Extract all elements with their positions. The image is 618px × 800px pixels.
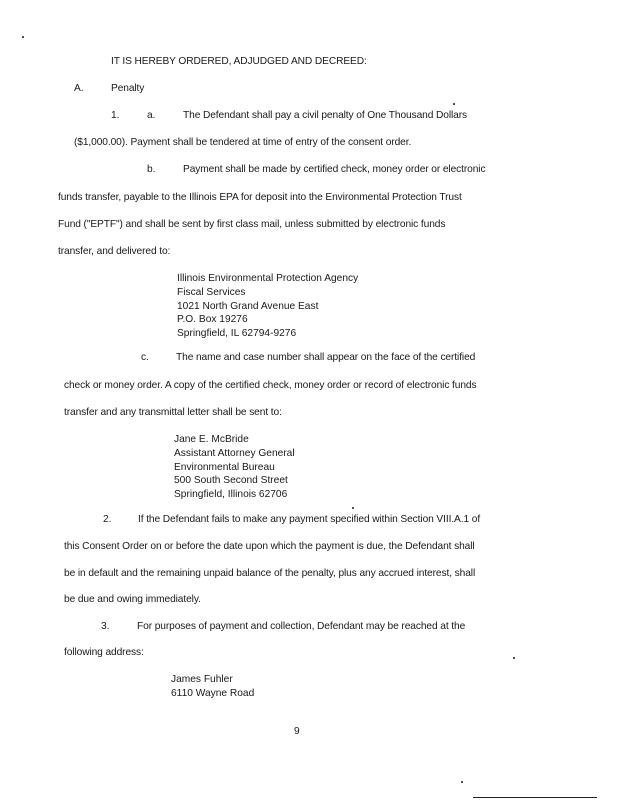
- scan-speck: [461, 781, 463, 783]
- defendant-address-block: [171, 673, 254, 701]
- para1-b-line2: funds transfer, payable to the Illinois EPA for deposit into the Environmental Protection Trust: [58, 192, 462, 203]
- ag-address-block: [174, 433, 295, 502]
- address-line: Illinois Environmental Protection Agency: [177, 273, 359, 284]
- para1-c-line3: transfer and any transmittal letter shall be sent to:: [64, 407, 282, 418]
- para1-c-label: c.: [141, 352, 149, 363]
- para2-line4: be due and owing immediately.: [64, 594, 201, 605]
- address-line: 1021 North Grand Avenue East: [177, 300, 319, 312]
- scan-speck: [352, 507, 354, 509]
- order-heading: IT IS HEREBY ORDERED, ADJUDGED AND DECREED:: [111, 56, 367, 67]
- para2-line2: this Consent Order on or before the date upon which the payment is due, the Defendant shall: [64, 541, 475, 552]
- address-line: Assistant Attorney General: [174, 447, 295, 459]
- para2-number: 2.: [103, 514, 112, 525]
- para1-number: 1.: [111, 110, 120, 121]
- section-title: Penalty: [111, 83, 145, 94]
- para3-line1: For purposes of payment and collection, Defendant may be reached at the: [137, 621, 466, 632]
- footer-rule: [473, 797, 597, 798]
- address-line: Jane E. McBride: [174, 434, 249, 445]
- address-line: Environmental Bureau: [174, 461, 275, 473]
- para1-c-line2: check or money order. A copy of the certified check, money order or record of electronic funds: [64, 380, 477, 391]
- scan-speck: [513, 657, 515, 659]
- para1-b-label: b.: [147, 164, 156, 175]
- para2-line1: If the Defendant fails to make any payment specified within Section VIII.A.1 of: [138, 514, 481, 525]
- address-line: Springfield, IL 62794-9276: [177, 328, 297, 340]
- address-line: 500 South Second Street: [174, 475, 288, 487]
- epa-address-block: [177, 272, 358, 341]
- para1-a-label: a.: [147, 110, 156, 121]
- address-line: Fiscal Services: [177, 286, 246, 298]
- section-letter: A.: [74, 83, 84, 94]
- para1-b-line4: transfer, and delivered to:: [58, 246, 171, 257]
- para1-c-line1: The name and case number shall appear on the face of the certified: [176, 352, 476, 363]
- para1-a-line2: ($1,000.00). Payment shall be tendered at time of entry of the consent order.: [74, 137, 412, 148]
- scan-speck: [453, 103, 455, 105]
- para1-b-line1: Payment shall be made by certified check, money order or electronic: [183, 164, 486, 175]
- scan-speck: [22, 36, 24, 38]
- para1-a-line1: The Defendant shall pay a civil penalty of One Thousand Dollars: [183, 110, 468, 121]
- address-line: P.O. Box 19276: [177, 314, 248, 326]
- para2-line3: be in default and the remaining unpaid balance of the penalty, plus any accrued interest, shall: [64, 568, 476, 579]
- address-line: James Fuhler: [171, 674, 233, 685]
- para3-number: 3.: [101, 621, 110, 632]
- address-line: Springfield, Illinois 62706: [174, 489, 288, 501]
- para1-b-line3: Fund ("EPTF") and shall be sent by first class mail, unless submitted by electronic funds: [58, 219, 446, 230]
- address-line: 6110 Wayne Road: [171, 687, 255, 699]
- page-number: 9: [294, 726, 300, 737]
- para3-line2: following address:: [64, 647, 144, 658]
